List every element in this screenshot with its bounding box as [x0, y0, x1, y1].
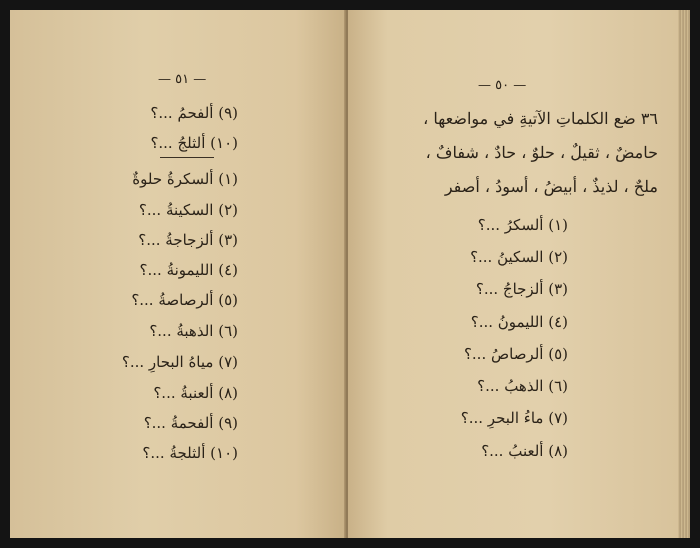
heading-line: ملحٌ ، لذيذٌ ، أبيضُ ، أسودُ ، أصفر [444, 177, 658, 196]
exercise-item: (٩) ألفحمةُ ...؟ [143, 414, 238, 432]
page-number: — ٥٠ — [478, 78, 527, 93]
exercise-heading [358, 102, 658, 204]
exercise-item: (٤) الليمونةُ ...؟ [139, 261, 238, 279]
left-page [10, 10, 346, 538]
exercise-item: (٧) مياهُ البحارِ ...؟ [121, 353, 238, 371]
heading-line: حامضٌ ، ثقيلٌ ، حلوٌ ، حادٌ ، شفافٌ ، [425, 143, 658, 162]
exercise-item: (١٠) ألثلجُ ...؟ [150, 134, 238, 152]
page-number: — ٥١ — [158, 72, 207, 87]
exercise-item: (١) ألسكرُ ...؟ [477, 216, 568, 234]
open-book [10, 10, 690, 538]
exercise-item: (٢) السكينُ ...؟ [470, 248, 568, 266]
exercise-item: (١٠) ألثلجةُ ...؟ [142, 444, 238, 462]
page-edges [678, 10, 690, 538]
heading-line: ٣٦ ضع الكلماتِ الآتيةِ في مواضعها ، [423, 109, 658, 128]
exercise-item: (٣) ألزجاجُ ...؟ [475, 280, 568, 298]
exercise-item: (٨) ألعنبُ ...؟ [481, 442, 568, 460]
exercise-item: (٩) ألفحمُ ...؟ [150, 104, 238, 122]
right-page [348, 10, 678, 538]
exercise-item: (١) ألسكرةُ حلوةٌ [132, 170, 238, 188]
exercise-item: (٤) الليمونُ ...؟ [470, 313, 568, 331]
exercise-item: (٦) الذهبُ ...؟ [477, 377, 568, 395]
exercise-item: (٥) ألرصاصةُ ...؟ [131, 291, 238, 309]
exercise-item: (٢) السكينةُ ...؟ [138, 201, 238, 219]
exercise-item: (٧) ماءُ البحرِ ...؟ [460, 409, 568, 427]
exercise-item: (٥) ألرصاصُ ...؟ [463, 345, 568, 363]
divider-line [160, 157, 214, 158]
exercise-item: (٦) الذهبةُ ...؟ [149, 322, 238, 340]
exercise-item: (٨) ألعنبةُ ...؟ [153, 384, 238, 402]
exercise-item: (٣) ألزجاجةُ ...؟ [138, 231, 238, 249]
